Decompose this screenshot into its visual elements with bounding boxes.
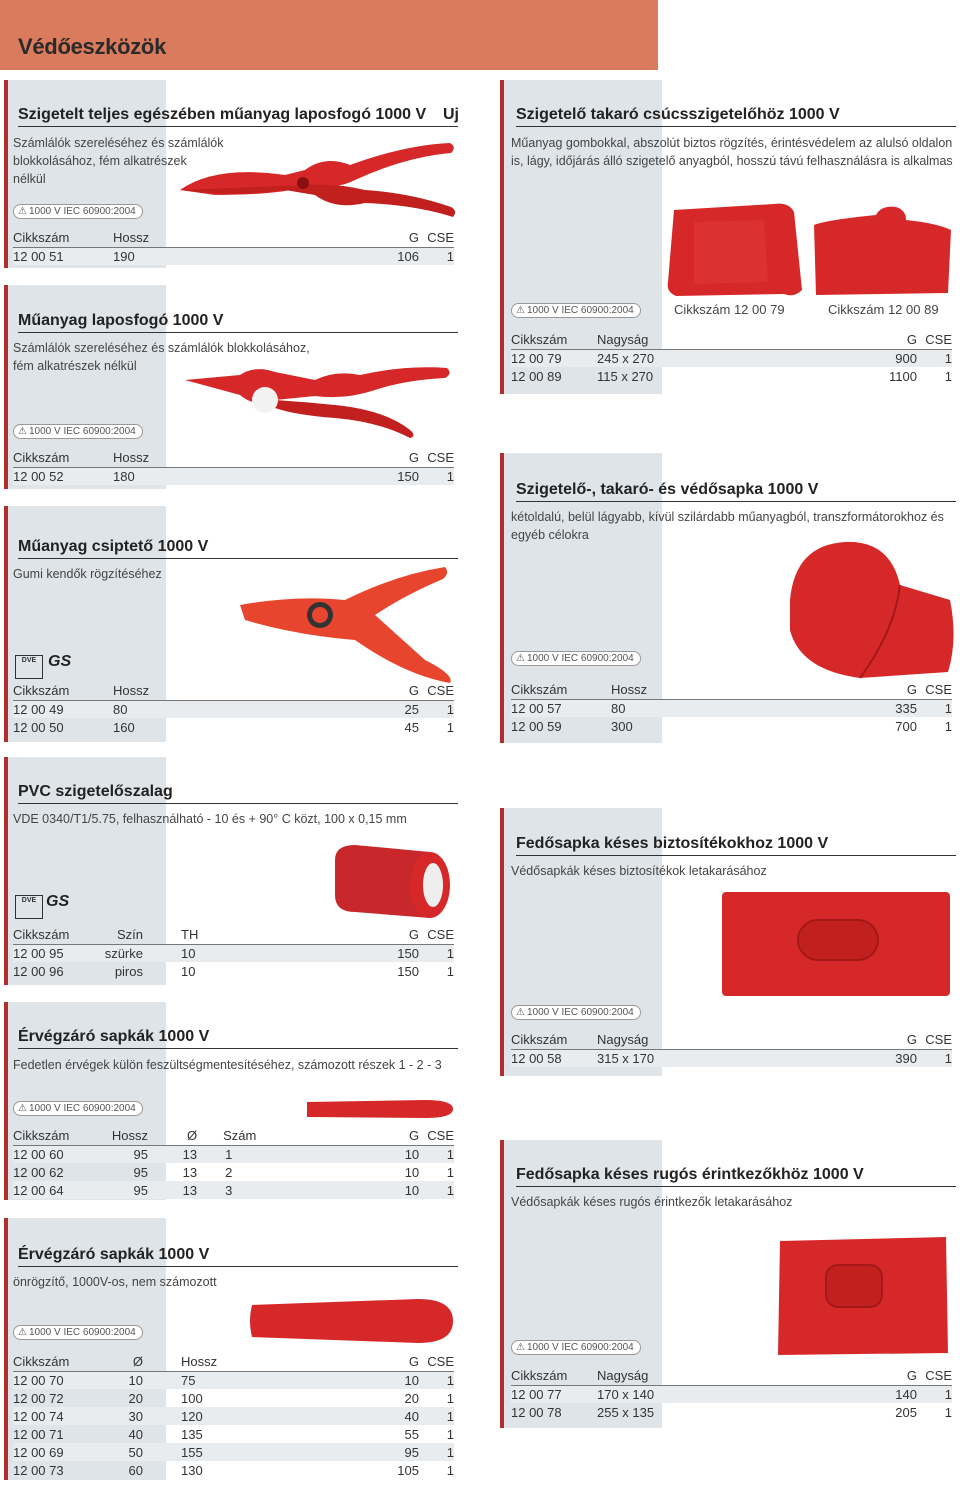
- section-title: Érvégzáró sapkák 1000 V: [18, 1028, 458, 1049]
- table-row: 12 00 73 60 130 105 1: [13, 1462, 454, 1478]
- table-row: 12 00 51 190 106 1: [13, 248, 454, 264]
- table-row: 12 00 71 40 135 55 1: [13, 1426, 454, 1442]
- image-caption: Cikkszám 12 00 79: [674, 302, 785, 317]
- section-description: Számlálók szereléséhez és számlálók blokkolásához, fém alkatrészek nélkül: [13, 341, 310, 373]
- section-title: Szigetelő-, takaró- és védősapka 1000 V: [516, 481, 956, 502]
- spec-table: Cikkszám Hossz G CSE 12 00 52 180 150 1: [13, 450, 454, 484]
- table-row: 12 00 79 245 x 270 900 1: [511, 350, 952, 366]
- iec-badge: ⚠ 1000 V IEC 60900:2004: [511, 651, 641, 666]
- iec-badge: ⚠ 1000 V IEC 60900:2004: [511, 1340, 641, 1355]
- table-row: 12 00 72 20 100 20 1: [13, 1390, 454, 1406]
- gs-cert-icon: GS: [48, 653, 72, 670]
- table-row: 12 00 95 szürke 10 150 1: [13, 945, 454, 961]
- iec-badge: ⚠ 1000 V IEC 60900:2004: [511, 303, 641, 318]
- iec-badge: ⚠ 1000 V IEC 60900:2004: [13, 1101, 143, 1116]
- table-row: 12 00 62 95 13 2 10 1: [13, 1164, 454, 1180]
- table-row: 12 00 64 95 13 3 10 1: [13, 1182, 454, 1198]
- spec-table: Cikkszám Szín TH G CSE 12 00 95 szürke 10 150 1 12 00 96 piros 10 150 1: [13, 927, 454, 979]
- iec-badge: ⚠ 1000 V IEC 60900:2004: [511, 1005, 641, 1020]
- new-badge: Uj: [443, 106, 459, 123]
- spec-table: Cikkszám Hossz Ø Szám G CSE 12 00 60 95 13 1 10 1 12 00 62 95 13 2 10 1 12 00 64 95 13 3 10 1: [13, 1128, 454, 1198]
- table-row: 12 00 89 115 x 270 1100 1: [511, 368, 952, 384]
- table-row: 12 00 69 50 155 95 1: [13, 1444, 454, 1460]
- clip-image: [235, 565, 455, 685]
- cap-image: [770, 540, 960, 680]
- section-description: kétoldalú, belül lágyabb, kívül szilárdabb műanyagból, transzformátorokhoz és egyéb célokra: [511, 510, 944, 542]
- table-row: 12 00 52 180 150 1: [13, 468, 454, 484]
- spec-table: Cikkszám Ø Hossz G CSE 12 00 70 10 75 10 1 12 00 72 20 100 20 1 12 00 74 30 120 40 1 12 00 71 40 135 55 1 12 00 69 50 155 95 1 12 00 73 60 130 105 1: [13, 1354, 454, 1478]
- iec-badge: ⚠ 1000 V IEC 60900:2004: [13, 1325, 143, 1340]
- table-row: 12 00 60 95 13 1 10 1: [13, 1146, 454, 1162]
- section-description: VDE 0340/T1/5.75, felhasználható - 10 és + 90° C közt, 100 x 0,15 mm: [13, 812, 407, 826]
- section-description: Számlálók szereléséhez és számlálók blokkolásához, fém alkatrészek nélkül: [13, 136, 224, 186]
- contact-cover-image: [776, 1235, 952, 1357]
- iec-badge: ⚠ 1000 V IEC 60900:2004: [13, 424, 143, 439]
- table-row: 12 00 59 300 700 1: [511, 718, 952, 734]
- section-title: Műanyag laposfogó 1000 V: [18, 312, 458, 333]
- end-cap-image: [248, 1295, 458, 1347]
- section-title: Érvégzáró sapkák 1000 V: [18, 1246, 458, 1267]
- section-description: Védősapkák késes biztosítékok letakarásához: [511, 864, 767, 878]
- spec-table: Cikkszám Nagyság G CSE 12 00 79 245 x 270 900 1 12 00 89 115 x 270 1100 1: [511, 332, 952, 384]
- table-row: 12 00 78 255 x 135 205 1: [511, 1404, 952, 1420]
- table-row: 12 00 50 160 45 1: [13, 719, 454, 735]
- section-title: PVC szigetelőszalag: [18, 783, 458, 804]
- section-title: Fedősapka késes biztosítékokhoz 1000 V: [516, 835, 956, 856]
- dve-cert-icon: DVE: [15, 895, 43, 919]
- section-description: önrögzítő, 1000V-os, nem számozott: [13, 1275, 217, 1289]
- section-description: Fedetlen érvégek külön feszültségmentesítéséhez, számozott részek 1 - 2 - 3: [13, 1058, 442, 1072]
- spec-table: Cikkszám Hossz G CSE 12 00 51 190 106 1: [13, 230, 454, 264]
- section-description: Műanyag gombokkal, abszolút biztos rögzítés, érintésvédelem az alulsó oldalon is, lágy, időjárás álló szigetelő anyagból, hosszú távú felhasználásra is alkalmas: [511, 136, 953, 168]
- table-row: 12 00 49 80 25 1: [13, 701, 454, 717]
- table-row: 12 00 58 315 x 170 390 1: [511, 1050, 952, 1066]
- spec-table: Cikkszám Hossz G CSE 12 00 57 80 335 1 12 00 59 300 700 1: [511, 682, 952, 734]
- section-title: Szigetelő takaró csúcsszigetelőhöz 1000 V: [516, 106, 956, 127]
- section-description: Védősapkák késes rugós érintkezők letakarásához: [511, 1195, 793, 1209]
- spec-table: Cikkszám Hossz G CSE 12 00 49 80 25 1 12 00 50 160 45 1: [13, 683, 454, 735]
- dve-cert-icon: DVE: [15, 655, 43, 679]
- section-description: Gumi kendők rögzítéséhez: [13, 567, 162, 581]
- section-title: Műanyag csiptető 1000 V: [18, 538, 458, 559]
- table-row: 12 00 77 170 x 140 140 1: [511, 1386, 952, 1402]
- spec-table: Cikkszám Nagyság G CSE 12 00 77 170 x 140 140 1 12 00 78 255 x 135 205 1: [511, 1368, 952, 1420]
- section-title: Fedősapka késes rugós érintkezőkhöz 1000 V: [516, 1166, 956, 1187]
- page-header: [0, 0, 658, 70]
- cover-image-small: [806, 205, 956, 297]
- iec-badge: ⚠ 1000 V IEC 60900:2004: [13, 204, 143, 219]
- table-row: 12 00 74 30 120 40 1: [13, 1408, 454, 1424]
- page-title: Védőeszközök: [18, 34, 167, 59]
- table-row: 12 00 70 10 75 10 1: [13, 1372, 454, 1388]
- plier-image: [185, 360, 455, 440]
- spec-table: Cikkszám Nagyság G CSE 12 00 58 315 x 170 390 1: [511, 1032, 952, 1066]
- section-title: Szigetelt teljes egészében műanyag laposfogó 1000 V: [18, 106, 458, 127]
- fuse-cover-image: [720, 890, 952, 998]
- gs-cert-icon: GS: [46, 893, 70, 910]
- table-row: 12 00 96 piros 10 150 1: [13, 963, 454, 979]
- end-cap-image: [305, 1098, 455, 1120]
- image-caption: Cikkszám 12 00 89: [828, 302, 939, 317]
- tape-roll-image: [325, 840, 455, 922]
- table-row: 12 00 57 80 335 1: [511, 700, 952, 716]
- cover-image-large: [664, 202, 804, 298]
- plier-image: [175, 135, 460, 225]
